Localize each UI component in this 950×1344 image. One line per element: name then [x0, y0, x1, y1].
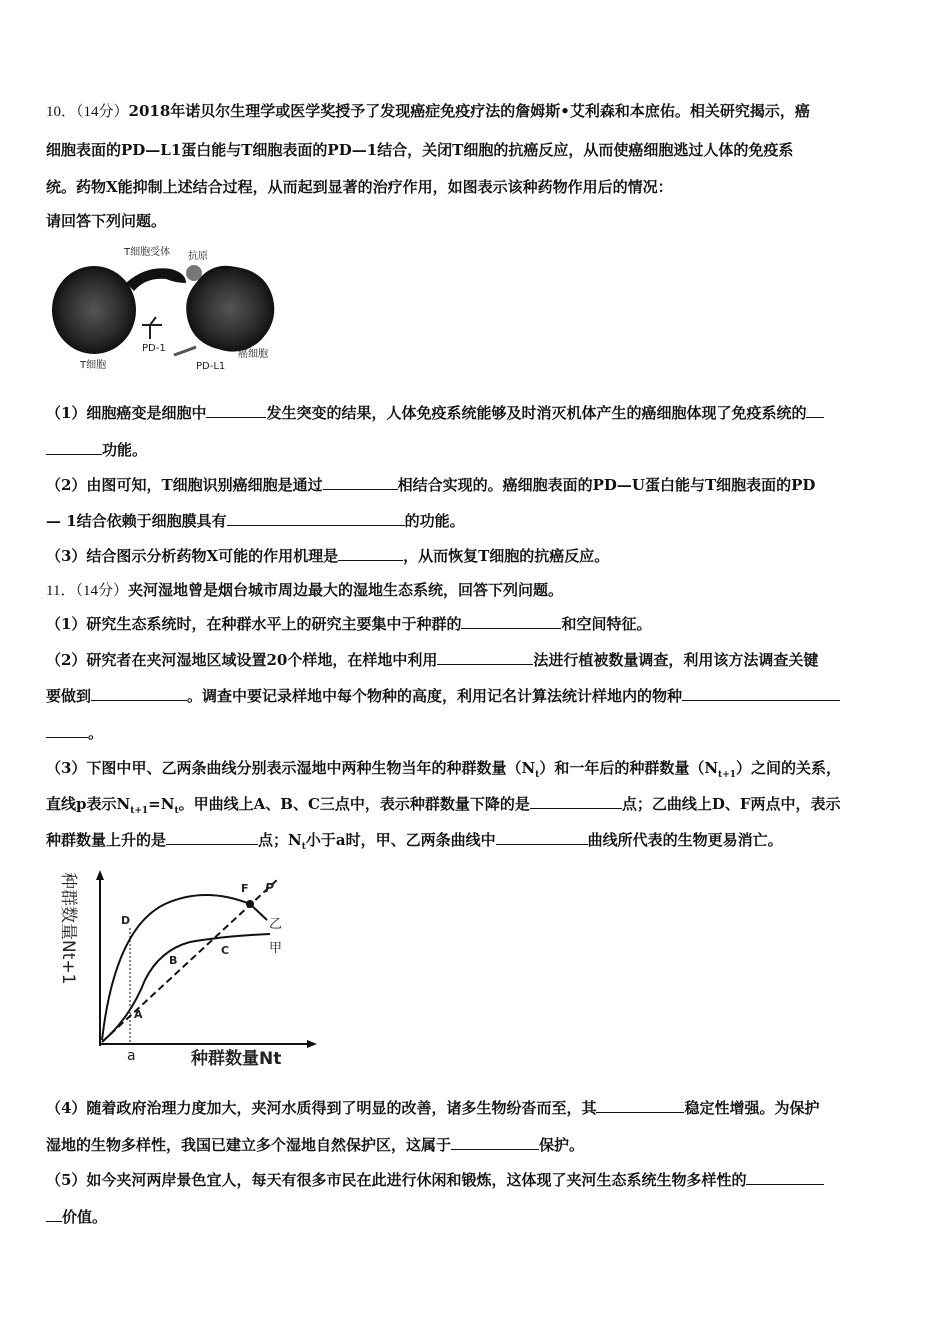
y-axis-arrow-icon [96, 870, 104, 880]
q11-part2-line3 [46, 723, 103, 743]
q11-p3-text: 。甲曲线上A、B、C三点中，表示种群数量下降的是 [178, 795, 530, 813]
q10-immune-figure [46, 243, 281, 373]
label-t-cell: T细胞 [80, 360, 107, 371]
answer-blank[interactable] [437, 650, 533, 665]
answer-blank[interactable] [746, 1170, 824, 1185]
answer-blank[interactable] [496, 830, 588, 845]
label-D: D [121, 914, 131, 927]
q11-intro-text: 夹河湿地曾是烟台城市周边最大的湿地生态系统，回答下列问题。 [127, 581, 563, 599]
q11-p2-text-c: 要做到 [46, 687, 92, 705]
q11-p3-text: =N [148, 795, 175, 813]
q10-p2-text-b: 相结合实现的。癌细胞表面的PD—U蛋白能与T细胞表面的PD [397, 476, 816, 494]
label-t-cell-receptor: T细胞受体 [124, 247, 171, 258]
t-cell-shape [52, 266, 136, 354]
q10-score: （14分） [76, 104, 129, 120]
label-a: a [127, 1048, 136, 1064]
q11-number: 11． [46, 583, 76, 599]
q10-part2-line1 [46, 475, 815, 495]
t-cell-receptor-shape [126, 268, 186, 291]
q11-p3-text: 种群数量上升的是 [46, 831, 167, 849]
q11-p2-text-d: 。调查中要记录样地中每个物种的高度，利用记名计算法统计样地内的物种 [187, 687, 683, 705]
q11-part2-line2 [46, 686, 840, 706]
q11-p3-text: ）和一年后的种群数量（N [539, 759, 719, 777]
q11-part5-line2 [46, 1207, 107, 1227]
label-pd1: PD-1 [142, 343, 166, 354]
x-axis-arrow-icon [307, 1040, 317, 1048]
q11-part3-line2 [46, 794, 841, 821]
q11-p1-text-a: （1）研究生态系统时，在种群水平上的研究主要集中于种群的 [46, 615, 462, 633]
answer-blank[interactable] [46, 723, 88, 738]
label-pdl1: PD-L1 [196, 361, 226, 372]
q11-p3-text: 点；N [258, 831, 302, 849]
q11-p3-text: 直线p表示N [46, 795, 131, 813]
answer-blank[interactable] [323, 475, 398, 490]
q10-p2-text-d: 的功能。 [404, 512, 465, 530]
q10-p2-text-c: — 1结合依赖于细胞膜具有 [46, 512, 227, 530]
q11-p3-text: （3）下图中甲、乙两条曲线分别表示湿地中两种生物当年的种群数量（N [46, 759, 536, 777]
q11-p4-text-b: 稳定性增强。为保护 [684, 1099, 820, 1117]
q10-p1-text-b: 发生突变的结果，人体免疫系统能够及时消灭机体产生的癌细胞体现了免疫系统的 [266, 404, 807, 422]
answer-blank[interactable] [338, 546, 403, 561]
q10-p2-text-a: （2）由图可知，T细胞识别癌细胞是通过 [46, 476, 323, 494]
answer-blank[interactable] [461, 614, 561, 629]
q10-intro-line-4: 请回答下列问题。 [46, 212, 167, 230]
subscript: t [301, 842, 306, 852]
q11-p3-text: 曲线所代表的生物更易消亡。 [587, 831, 783, 849]
q11-p5-text-b: 价值。 [62, 1208, 108, 1226]
label-B: B [169, 954, 178, 967]
label-F: F [241, 882, 249, 895]
q11-p2-text-b: 法进行植被数量调查，利用该方法调查关键 [533, 651, 819, 669]
q11-p5-text-a: （5）如今夹河两岸景色宜人，每天有很多市民在此进行休闲和锻炼，这体现了夹河生态系统生物多样性的 [46, 1171, 747, 1189]
q10-p3-text-b: ，从而恢复T细胞的抗癌反应。 [403, 547, 610, 565]
q11-p2-text-a: （2）研究者在夹河湿地区域设置20个样地，在样地中利用 [46, 651, 438, 669]
label-antigen: 抗原 [188, 251, 208, 262]
q11-part5-line1 [46, 1170, 824, 1190]
q11-population-graph [55, 868, 325, 1068]
answer-blank[interactable] [46, 1207, 62, 1222]
curve-jia [102, 934, 270, 1042]
x-axis-label: 种群数量Nt [191, 1049, 282, 1068]
q11-part2-line1 [46, 650, 818, 670]
q10-intro-text-1: 2018年诺贝尔生理学或医学奖授予了发现癌症免疫疗法的詹姆斯•艾利森和本庶佑。相关研究揭示，癌 [128, 102, 810, 120]
answer-blank[interactable] [596, 1098, 684, 1113]
q11-intro-line [46, 580, 563, 601]
q11-part3-line3 [46, 830, 783, 857]
q11-part4-line1 [46, 1098, 819, 1118]
q10-p1-text-c: 功能。 [102, 441, 148, 459]
q10-part1-line1 [46, 403, 824, 423]
q11-p1-text-b: 和空间特征。 [561, 615, 652, 633]
answer-blank[interactable] [227, 511, 405, 526]
q11-p3-text: ）之间的关系， [736, 759, 842, 777]
q11-score: （14分） [75, 583, 128, 599]
q10-intro-line-1 [46, 101, 810, 122]
q11-p3-text: 点；乙曲线上D、F两点中，表示 [621, 795, 841, 813]
q10-part3-line1 [46, 546, 609, 566]
q10-number: 10． [46, 104, 77, 120]
point-F [246, 900, 254, 908]
q10-intro-line-3: 统。药物X能抑制上述结合过程，从而起到显著的治疗作用，如图表示该种药物作用后的情况： [46, 178, 673, 196]
answer-blank[interactable] [46, 440, 102, 455]
label-yi: 乙 [269, 917, 283, 932]
subscript: t+1 [130, 806, 149, 816]
q10-p3-text-a: （3）结合图示分析药物X可能的作用机理是 [46, 547, 339, 565]
answer-blank[interactable] [806, 403, 824, 418]
q11-p2-text-e: 。 [88, 724, 104, 742]
antigen-shape [186, 265, 202, 281]
answer-blank[interactable] [451, 1135, 539, 1150]
q11-p4-text-d: 保护。 [539, 1136, 585, 1154]
q11-part1-line1 [46, 614, 651, 634]
q11-p4-text-a: （4）随着政府治理力度加大，夹河水质得到了明显的改善，诸多生物纷沓而至，其 [46, 1099, 597, 1117]
q10-intro-line-2: 细胞表面的PD—L1蛋白能与T细胞表面的PD—1结合，关闭T细胞的抗癌反应，从而使癌细胞逃过人体的免疫系 [46, 141, 794, 159]
pdl1-shape [174, 347, 196, 355]
subscript: t [535, 770, 540, 780]
answer-blank[interactable] [206, 403, 266, 418]
q10-p1-text-a: （1）细胞癌变是细胞中 [46, 404, 207, 422]
q11-p3-text: 小于a时，甲、乙两条曲线中 [305, 831, 496, 849]
q11-part3-line1 [46, 758, 841, 785]
q11-part4-line2 [46, 1135, 584, 1155]
y-axis-label: 种群数量Nt+1 [58, 872, 78, 985]
q10-part2-line2 [46, 511, 465, 531]
label-jia: 甲 [269, 941, 283, 956]
q11-p4-text-c: 湿地的生物多样性，我国已建立多个湿地自然保护区，这属于 [46, 1136, 452, 1154]
pd1-shape [142, 317, 162, 339]
q10-part1-line2 [46, 440, 147, 460]
answer-blank[interactable] [682, 686, 840, 701]
subscript: t+1 [718, 770, 737, 780]
label-cancer-cell: 癌细胞 [238, 349, 268, 360]
subscript: t [174, 806, 179, 816]
label-p: P [265, 881, 274, 895]
answer-blank[interactable] [530, 794, 622, 809]
label-A: A [134, 1008, 143, 1021]
answer-blank[interactable] [166, 830, 258, 845]
label-C: C [221, 944, 230, 957]
answer-blank[interactable] [91, 686, 187, 701]
